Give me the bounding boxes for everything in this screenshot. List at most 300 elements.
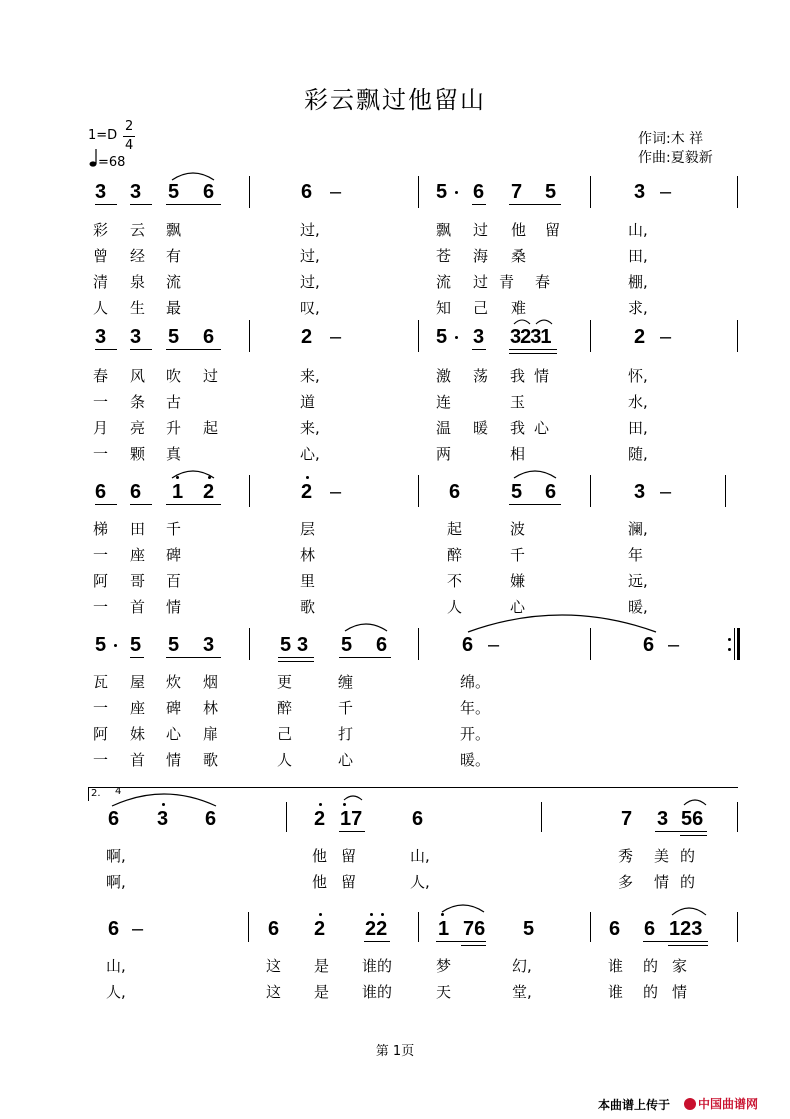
note: 6 [108,808,120,830]
lyric: 春 [535,273,551,291]
lyric: 苍 [436,247,452,265]
note: 1 [172,481,184,503]
note: 5 [511,481,523,503]
lyric: 田 [130,520,146,538]
lyric: 他 [312,873,328,891]
lyric: 流 [436,273,452,291]
note: 3 [95,181,107,203]
octave-dot [319,803,322,806]
lyric: 水, [628,393,648,411]
note: 5 [545,181,557,203]
lyric: 心 [338,751,354,769]
lyric: 道 [300,393,316,411]
lyric: 人, [410,873,430,891]
lyric: 山, [628,221,648,239]
dash: – [660,481,672,503]
note: 6 [108,918,120,940]
underline [130,349,152,350]
note: 6 [545,481,557,503]
tie [466,608,658,634]
lyric: 扉 [203,725,219,743]
underline [339,831,365,832]
lyric: 流 [166,273,182,291]
barline [418,320,419,352]
underline [472,204,486,205]
lyric: 一 [93,546,109,564]
lyric: 泉 [130,273,146,291]
lyric: 阿 [93,725,109,743]
tempo-marking: =68 [98,155,126,170]
note-group: 22 [365,918,388,940]
underline [95,204,117,205]
barline [725,475,726,507]
quarter-note-icon [88,148,98,172]
lyric: 碑 [166,546,182,564]
lyric: 千 [338,699,354,717]
augmentation-dot [455,191,458,194]
barline [737,912,738,942]
slur [170,466,216,480]
lyric: 过 [203,367,219,385]
note: 3 [657,808,669,830]
note: 3 [157,808,169,830]
lyric: 情 [166,598,182,616]
note: 6 [462,634,474,656]
logo-icon [684,1098,696,1110]
slur [170,168,216,182]
slur [670,903,708,917]
barline [249,475,250,507]
lyric: 缠 [338,673,354,691]
lyric: 他 [511,221,527,239]
note: 6 [268,918,280,940]
lyric: 情 [534,367,550,385]
slur [342,792,364,802]
dash: – [488,634,500,656]
lyric: 过, [300,273,320,291]
lyric: 己 [473,299,489,317]
lyric: 己 [277,725,293,743]
lyric: 人 [277,751,293,769]
note: 2 [301,481,313,503]
lyric: 一 [93,598,109,616]
barline [418,475,419,507]
note: 6 [412,808,424,830]
lyric: 暖。 [460,751,491,769]
lyric: 谁 [608,983,624,1001]
underline [166,204,221,205]
lyric: 人, [106,983,126,1001]
lyric: 波 [510,520,526,538]
note: 6 [130,481,142,503]
note: 5 [436,181,448,203]
lyric: 过 [473,273,489,291]
lyric: 的 [643,983,659,1001]
underline [278,661,314,662]
barline [249,320,250,352]
dash: – [660,326,672,348]
lyric: 过, [300,221,320,239]
lyric: 过 [473,221,489,239]
lyric: 随, [628,445,648,463]
underline [364,941,390,942]
composer-credit: 作曲:夏毅新 [638,150,713,166]
underline [509,349,557,350]
lyric: 幻, [512,957,532,975]
note: 6 [473,181,485,203]
lyric: 一 [93,751,109,769]
lyric: 知 [436,299,452,317]
lyric: 海 [473,247,489,265]
note: 6 [449,481,461,503]
lyric: 这 [266,957,282,975]
barline [590,475,591,507]
augmentation-dot [455,336,458,339]
lyric: 谁的 [362,957,393,975]
lyric: 堂, [512,983,532,1001]
note: 5 [436,326,448,348]
note: 6 [95,481,107,503]
note: 3 [634,481,646,503]
lyric: 怀, [628,367,648,385]
note: 3 [95,326,107,348]
note: 3 [473,326,485,348]
underline [461,945,486,946]
lyric: 古 [166,393,182,411]
lyric: 梯 [93,520,109,538]
underline [655,831,707,832]
lyric: 春 [93,367,109,385]
octave-dot [343,803,346,806]
barline [248,912,249,942]
lyric: 升 [166,419,182,437]
lyric: 这 [266,983,282,1001]
lyric: 瓦 [93,673,109,691]
barline [590,320,591,352]
lyric: 颗 [130,445,146,463]
lyric: 我 [510,419,526,437]
augmentation-dot [114,644,117,647]
note: 2 [314,918,326,940]
note: 3 [130,326,142,348]
lyric: 留 [341,873,357,891]
underline [668,945,708,946]
lyric: 激 [436,367,452,385]
lyric: 我 [510,367,526,385]
lyric: 千 [510,546,526,564]
underline [166,504,221,505]
volta-bracket [88,787,89,801]
barline [286,802,287,832]
repeat-barline [734,628,735,660]
lyric: 嫌 [510,572,526,590]
lyric: 远, [628,572,648,590]
note: 5 [168,634,180,656]
octave-dot [319,913,322,916]
dash: – [668,634,680,656]
note: 1 [438,918,450,940]
lyric: 风 [130,367,146,385]
lyric: 经 [130,247,146,265]
lyric: 的 [680,873,696,891]
lyric: 生 [130,299,146,317]
barline [737,176,738,208]
lyric: 秀 [618,847,634,865]
lyric: 山, [106,957,126,975]
lyric: 阿 [93,572,109,590]
logo-text: 中国曲谱网 [698,1097,759,1111]
lyric: 人 [447,598,463,616]
lyric: 澜, [628,520,648,538]
barline [737,320,738,352]
note-group: 56 [681,808,704,830]
note: 2 [203,481,215,503]
lyric: 连 [436,393,452,411]
underline [130,504,152,505]
note: 2 [634,326,646,348]
lyric: 山, [410,847,430,865]
note-group: 17 [340,808,363,830]
lyric: 田, [628,247,648,265]
lyric: 情 [166,751,182,769]
underline [130,657,144,658]
lyric: 的 [680,847,696,865]
lyric: 人 [93,299,109,317]
note: 6 [205,808,217,830]
repeat-barline-thick [737,628,740,660]
octave-dot [381,913,384,916]
lyric: 田, [628,419,648,437]
lyric: 千 [166,520,182,538]
note: 5 [280,634,292,656]
lyric: 屋 [130,673,146,691]
lyric: 林 [203,699,219,717]
lyric: 家 [672,957,688,975]
note: 7 [511,181,523,203]
footer-upload-text: 本曲谱上传于 [598,1098,671,1112]
lyric: 美 [654,847,670,865]
lyric: 暖, [628,598,648,616]
note: 5 [95,634,107,656]
note: 3 [203,634,215,656]
lyric: 吹 [166,367,182,385]
lyric: 求, [628,299,648,317]
underline [643,941,708,942]
lyric: 林 [300,546,316,564]
time-signature-top: 2 [125,119,134,134]
site-logo[interactable] [684,1095,758,1112]
note-group: 76 [463,918,486,940]
underline [436,941,486,942]
volta-bracket [88,787,738,788]
lyric: 玉 [510,393,526,411]
lyric: 叹, [300,299,320,317]
lyric: 绵。 [460,673,491,691]
note: 6 [301,181,313,203]
note: 5 [523,918,535,940]
lyric: 不 [447,572,463,590]
underline [339,657,391,658]
lyric: 醉 [277,699,293,717]
lyric: 温 [436,419,452,437]
dash: – [330,326,342,348]
lyric: 里 [300,572,316,590]
lyric: 炊 [166,673,182,691]
dash: – [132,918,144,940]
lyric: 彩 [93,221,109,239]
barline [249,176,250,208]
lyric: 心 [534,419,550,437]
slur [512,316,556,326]
note-group: 123 [669,918,703,940]
lyric: 啊, [106,873,126,891]
underline [509,504,561,505]
key-signature: 1=D [88,128,118,143]
lyric: 相 [510,445,526,463]
note: 6 [644,918,656,940]
underline [278,657,314,658]
lyric: 一 [93,393,109,411]
lyric: 真 [166,445,182,463]
dash: – [660,181,672,203]
lyric: 起 [447,520,463,538]
lyric: 哥 [130,572,146,590]
lyric: 首 [130,751,146,769]
barline [249,628,250,660]
time-signature-bottom: 4 [125,138,134,153]
note: 6 [376,634,388,656]
lyric: 一 [93,445,109,463]
note: 2 [314,808,326,830]
barline [418,176,419,208]
lyric: 心, [300,445,320,463]
barline [737,802,738,832]
note: 3 [297,634,309,656]
lyric: 留 [545,221,561,239]
lyric: 来, [300,419,320,437]
lyric: 飘 [436,221,452,239]
note: 6 [609,918,621,940]
lyric: 谁 [608,957,624,975]
lyric: 难 [511,299,527,317]
dash: – [330,181,342,203]
underline [509,204,561,205]
lyric: 首 [130,598,146,616]
lyric: 情 [672,983,688,1001]
lyric: 歌 [300,598,316,616]
repeat-dot [728,648,731,651]
note: 5 [130,634,142,656]
barline [418,912,419,942]
lyric: 过, [300,247,320,265]
note: 2 [301,326,313,348]
lyric: 啊, [106,847,126,865]
lyric: 歌 [203,751,219,769]
lyric: 座 [130,546,146,564]
slur [512,466,558,480]
lyric: 梦 [436,957,452,975]
underline [166,349,221,350]
lyric: 是 [314,983,330,1001]
barline [541,802,542,832]
lyric: 青 [499,273,515,291]
page-number: 第 1页 [375,1044,415,1059]
note: 6 [203,181,215,203]
lyric: 清 [93,273,109,291]
lyric: 暖 [473,419,489,437]
lyric: 桑 [511,247,527,265]
lyric: 的 [643,957,659,975]
dash: – [330,481,342,503]
underline [166,657,221,658]
lyric: 开。 [460,725,491,743]
song-title: 彩云飘过他留山 [304,86,486,114]
note: 5 [168,181,180,203]
note: 3 [130,181,142,203]
lyric: 曾 [93,247,109,265]
lyric: 一 [93,699,109,717]
lyric: 情 [654,873,670,891]
lyric: 醉 [447,546,463,564]
note: 7 [621,808,633,830]
slur [682,795,708,807]
underline [95,349,117,350]
lyric: 条 [130,393,146,411]
lyric: 有 [166,247,182,265]
lyric: 百 [166,572,182,590]
lyric: 层 [300,520,316,538]
slur [440,900,486,914]
lyric: 来, [300,367,320,385]
lyric: 云 [130,221,146,239]
octave-dot [306,476,309,479]
lyric: 年 [628,546,644,564]
lyric: 心 [166,725,182,743]
slur [110,790,218,808]
lyric: 烟 [203,673,219,691]
underline [509,353,557,354]
lyricist-credit: 作词:木 祥 [638,131,704,147]
note: 5 [341,634,353,656]
note-group: 3231 [510,326,551,348]
slur [343,619,389,633]
lyric: 妹 [130,725,146,743]
lyric: 是 [314,957,330,975]
note: 3 [634,181,646,203]
lyric: 座 [130,699,146,717]
underline [95,504,117,505]
lyric: 谁的 [362,983,393,1001]
underline [472,349,486,350]
lyric: 多 [618,873,634,891]
barline [590,912,591,942]
lyric: 天 [436,983,452,1001]
lyric: 起 [203,419,219,437]
lyric: 荡 [473,367,489,385]
lyric: 棚, [628,273,648,291]
lyric: 留 [341,847,357,865]
lyric: 年。 [460,699,491,717]
volta-label: 2. [91,788,101,799]
note: 6 [643,634,655,656]
underline [680,835,707,836]
lyric: 更 [277,673,293,691]
lyric: 他 [312,847,328,865]
barline [418,628,419,660]
lyric: 两 [436,445,452,463]
lyric: 心 [510,598,526,616]
lyric: 打 [338,725,354,743]
